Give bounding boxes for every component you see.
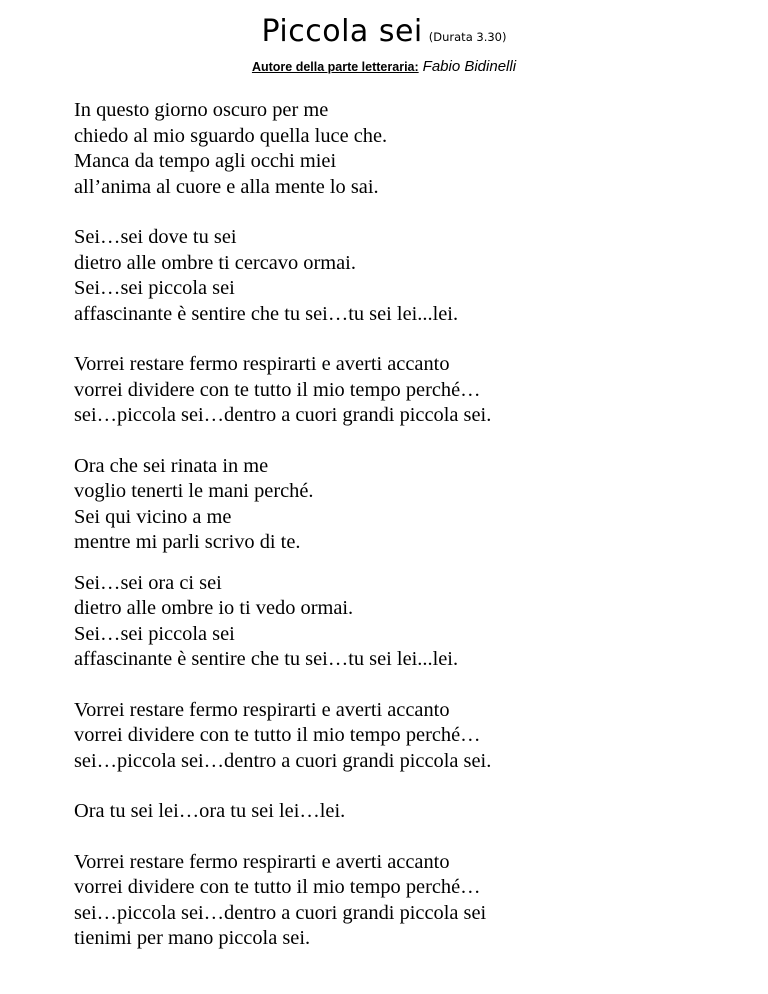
lyric-line: dietro alle ombre io ti vedo ormai. — [74, 597, 354, 619]
lyric-line: Sei…sei ora ci sei — [74, 571, 222, 594]
lyric-line: Sei qui vicino a me — [74, 505, 232, 528]
stanza-4 — [74, 454, 734, 556]
lyric-line: voglio tenerti le mani perché. — [74, 480, 314, 502]
lyric-line: all’anima al cuore e alla mente lo sai. — [74, 175, 379, 198]
song-duration: (Durata 3.30) — [428, 30, 507, 44]
lyric-line: sei…piccola sei…dentro a cuori grandi piccola sei — [74, 901, 487, 924]
lyric-line: mentre mi parli scrivo di te. — [74, 531, 301, 553]
stanza-8 — [74, 850, 734, 952]
lyric-line: Manca da tempo agli occhi miei — [74, 150, 337, 172]
stanza-1 — [74, 98, 734, 200]
lyric-line: sei…piccola sei…dentro a cuori grandi piccola sei. — [74, 404, 492, 426]
lyric-line: Ora che sei rinata in me — [74, 454, 269, 477]
song-title: Piccola sei — [261, 14, 423, 49]
stanza-5 — [74, 571, 734, 673]
lyric-line: Vorrei restare fermo respirarti e averti accanto — [74, 698, 450, 721]
lyric-line: Sei…sei dove tu sei — [74, 226, 237, 248]
stanza-6 — [74, 698, 734, 775]
lyric-line: tienimi per mano piccola sei. — [74, 927, 311, 949]
author-label: Autore della parte letteraria: — [251, 60, 419, 74]
lyric-line: Vorrei restare fermo respirarti e averti accanto — [74, 850, 450, 873]
lyric-line: vorrei dividere con te tutto il mio tempo perché… — [74, 876, 481, 898]
author-line — [0, 58, 768, 76]
lyrics-body — [74, 98, 734, 977]
lyric-line: dietro alle ombre ti cercavo ormai. — [74, 251, 356, 274]
lyric-line: affascinante è sentire che tu sei…tu sei lei...lei. — [74, 302, 459, 325]
lyric-line: affascinante è sentire che tu sei…tu sei lei...lei. — [74, 648, 459, 670]
lyric-line: Sei…sei piccola sei — [74, 277, 235, 299]
stanza-3 — [74, 352, 734, 429]
stanza-2 — [74, 225, 734, 327]
author-name: Fabio Bidinelli — [422, 58, 517, 75]
lyric-line: sei…piccola sei…dentro a cuori grandi piccola sei. — [74, 749, 492, 772]
lyric-line: In questo giorno oscuro per me — [74, 99, 329, 121]
lyric-line: Ora tu sei lei…ora tu sei lei…lei. — [74, 800, 346, 822]
lyric-line: vorrei dividere con te tutto il mio tempo perché… — [74, 378, 481, 401]
lyric-line: Sei…sei piccola sei — [74, 622, 235, 645]
lyric-line: Vorrei restare fermo respirarti e averti accanto — [74, 353, 450, 375]
title-line — [0, 14, 768, 49]
stanza-7 — [74, 799, 734, 825]
lyric-line: chiedo al mio sguardo quella luce che. — [74, 124, 388, 147]
lyric-line: vorrei dividere con te tutto il mio tempo perché… — [74, 724, 481, 746]
